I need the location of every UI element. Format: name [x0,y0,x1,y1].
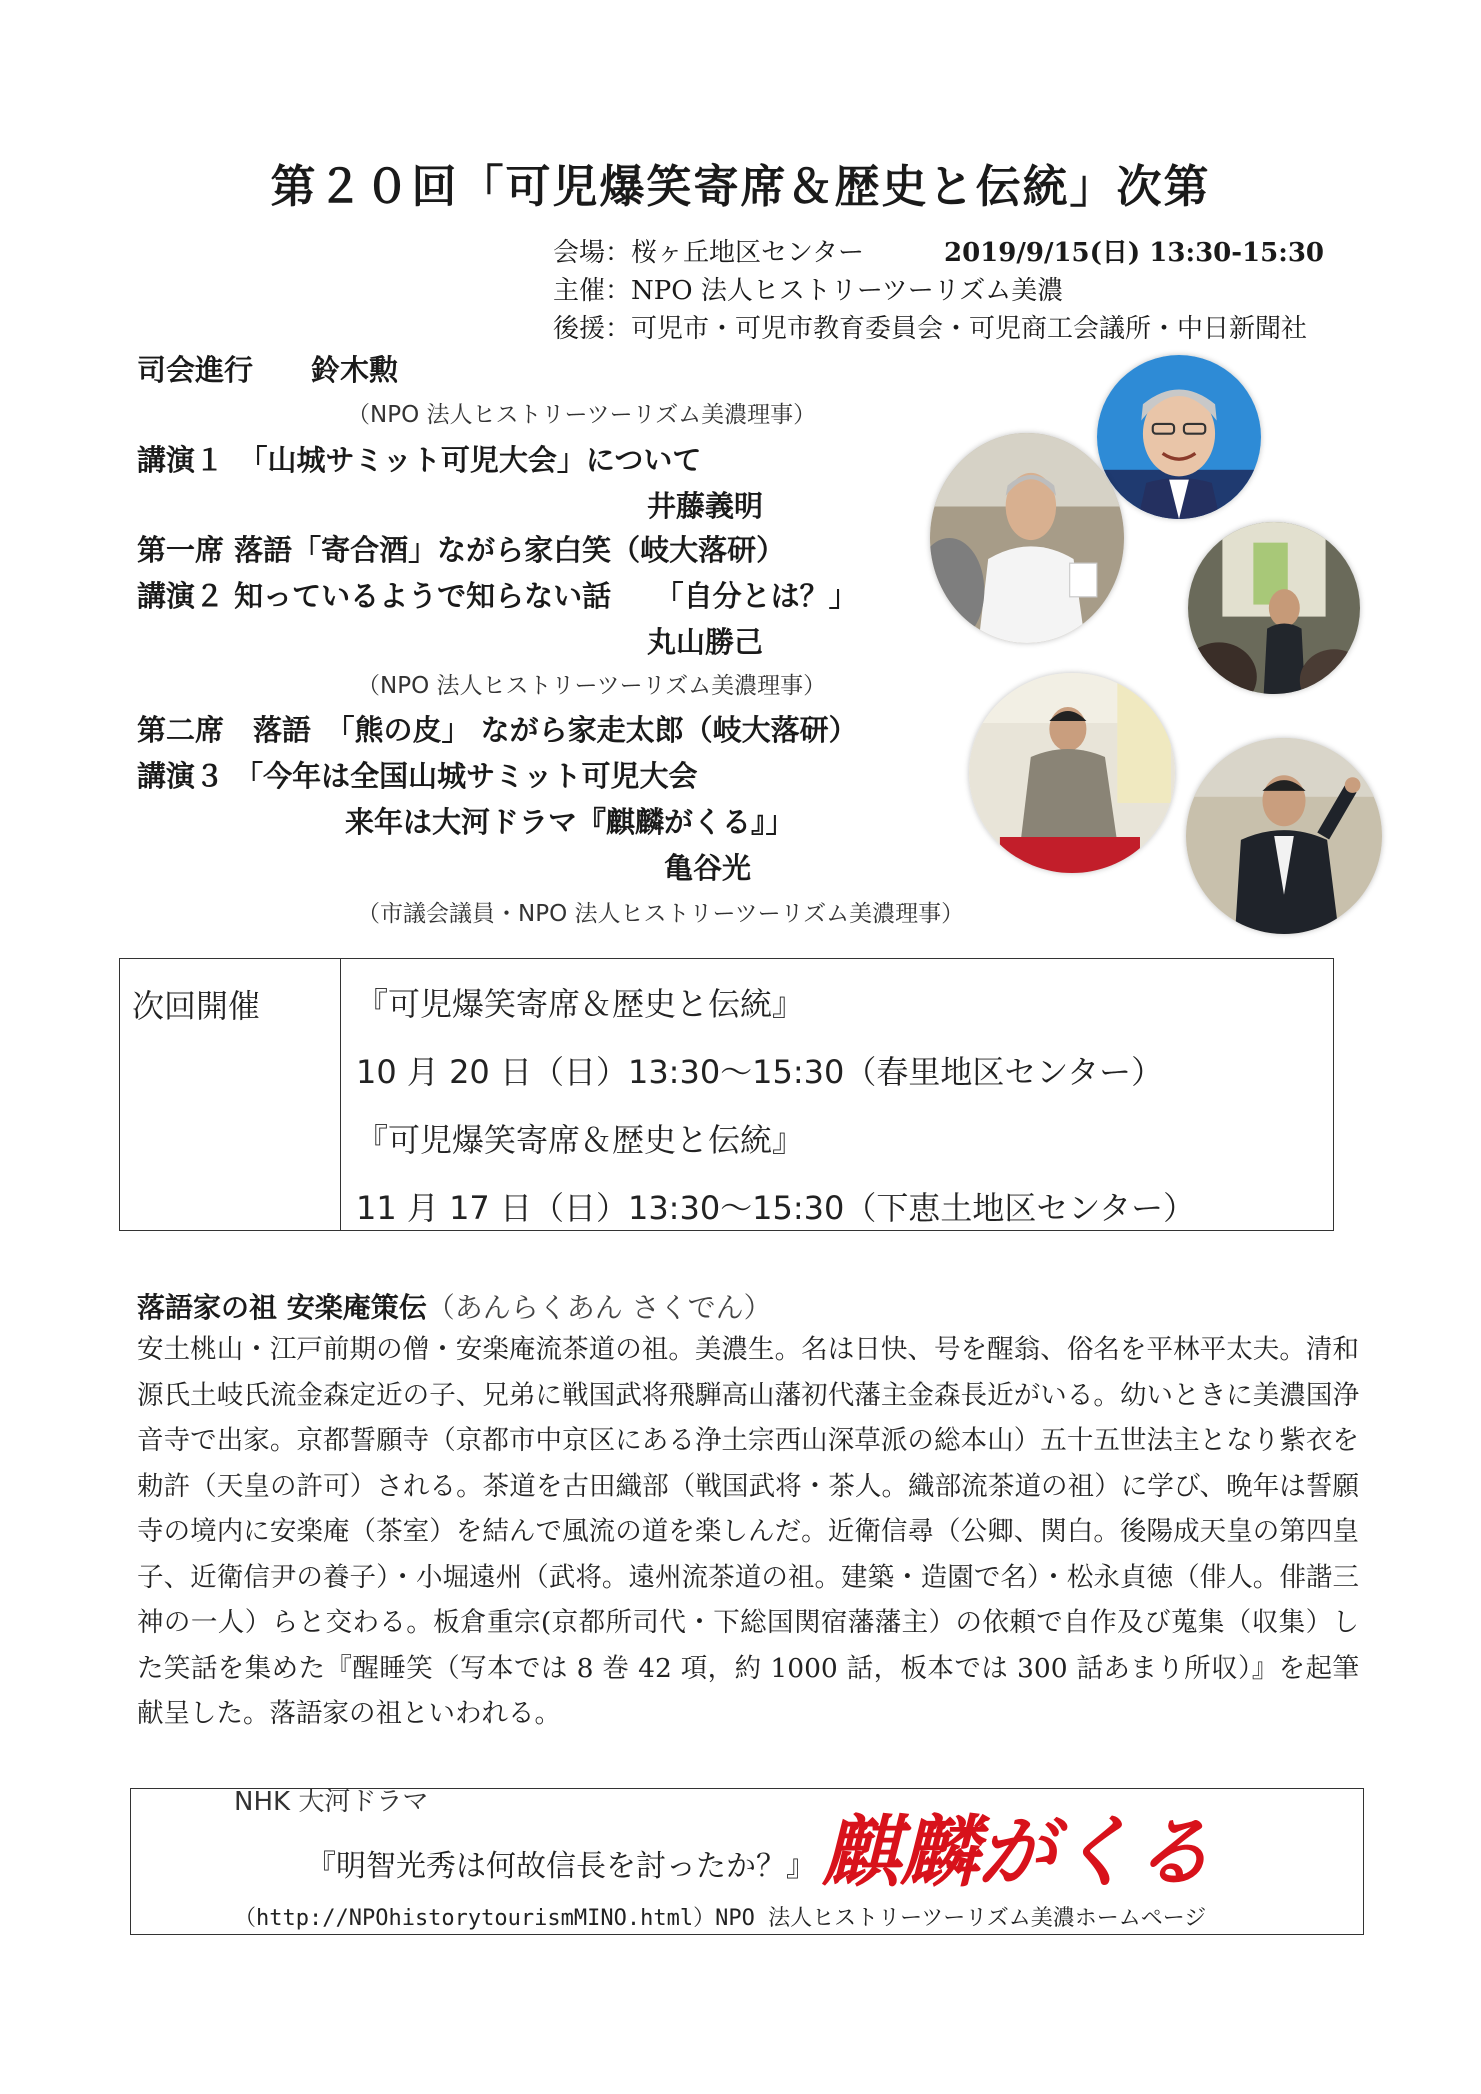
kirin-ga-kuru-logo [811,1801,1223,1901]
mc: 司会進行 鈴木勲 [137,353,399,387]
next-event-divider [340,959,341,1230]
speaker-photo-2 [930,433,1124,643]
bio-text: 安土桃山・江戸前期の僧・安楽庵流茶道の祖。美濃生。名は日快、号を醒翁、俗名を平林平太夫。清和源氏土岐氏流金森定近の子、兄弟に戦国武将飛騨高山藩初代藩主金森長近がいる。幼いときに美濃国浄音寺で出家。京都誓願寺（京都市中京区にある浄土宗西山深草派の総本山）五十五世法主となり紫衣を勅許（天皇の許可）される。茶道を古田織部（戦国武将・茶人。織部流茶道の祖）に学び、晩年は誓願寺の境内に安楽庵（茶室）を結んで風流の道を楽しんだ。近衛信尋（公卿、関白。後陽成天皇の第四皇子、近衛信尹の養子）・小堀遠州（武将。遠州流茶道の祖。建築・造園で名）・松永貞徳（俳人。俳諧三神の一人）らと交わる。板倉重宗(京都所司代・下総国関宿藩藩主）の依頼で自作及び蒐集（収集）した笑話を集めた『醒睡笑（写本では 8 巻 42 項，約 1000 話，板本では 300 話あまり所収）』を起筆献呈した。落語家の祖といわれる。 [137,1334,1359,1729]
speaker-photo-4 [1186,738,1382,934]
speaker-photo-3 [1188,522,1360,694]
footer-homepage-link[interactable]: （http://NPOhistorytourismMINO.html）NPO 法人ヒストリーツーリズム美濃ホームページ [234,1906,1207,1931]
lecture1-speaker: 井藤義明 [647,489,764,523]
next-event-date-2: 11 月 17 日（日）13:30〜15:30（下恵土地区センター） [356,1189,1196,1227]
next-event-date-1: 10 月 20 日（日）13:30〜15:30（春里地区センター） [356,1053,1164,1091]
seat2: 第二席 落語 「熊の皮」 ながら家走太郎（岐大落研） [137,713,858,747]
next-event-box [119,958,1334,1231]
organizer: 主催：NPO 法人ヒストリーツーリズム美濃 [553,276,1064,306]
bio-heading [137,1286,772,1326]
footer-box [130,1788,1364,1935]
mc-note: （NPO 法人ヒストリーツーリズム美濃理事） [347,402,817,428]
lecture3-speaker: 亀谷光 [664,851,752,885]
lecture3-note: （市議会議員・NPO 法人ヒストリーツーリズム美濃理事） [357,901,965,927]
next-event-title-2: 『可児爆笑寄席＆歴史と伝統』 [356,1121,805,1159]
next-event-label: 次回開催 [132,987,261,1025]
footer-nhk: NHK 大河ドラマ [234,1787,429,1817]
lecture2: 講演２ 知っているようで知らない話 「自分とは？」 [137,579,858,613]
speaker-photo-1 [1097,355,1261,519]
lecture3-line1: 講演３ 「今年は全国山城サミット可児大会 [137,759,698,793]
rakugo-photo [969,673,1175,873]
support: 後援：可児市・可児市教育委員会・可児商工会議所・中日新聞社 [553,314,1308,344]
footer-drama-title: 『明智光秀は何故信長を討ったか？』 [306,1849,816,1884]
logo-text: 麒麟がくる [821,1807,1213,1898]
seat1: 第一席 落語「寄合酒」ながら家白笑（岐大落研） [137,533,786,567]
lecture2-speaker: 丸山勝己 [647,625,764,659]
venue: 会場：桜ヶ丘地区センター [553,238,864,268]
event-datetime: 2019/9/15(日) 13:30-15:30 [944,238,1324,268]
lecture3-line2: 来年は大河ドラマ『麒麟がくる』」 [345,805,795,839]
bio-heading-name: 落語家の祖 安楽庵策伝 [137,1291,427,1324]
page-title: 第２０回「可児爆笑寄席＆歴史と伝統」次第 [270,160,1211,213]
next-event-title-1: 『可児爆笑寄席＆歴史と伝統』 [356,985,805,1023]
lecture2-note: （NPO 法人ヒストリーツーリズム美濃理事） [357,673,827,699]
bio-heading-reading: （あんらくあん さくでん） [426,1291,772,1324]
lecture1: 講演１ 「山城サミット可児大会」について [137,443,702,477]
